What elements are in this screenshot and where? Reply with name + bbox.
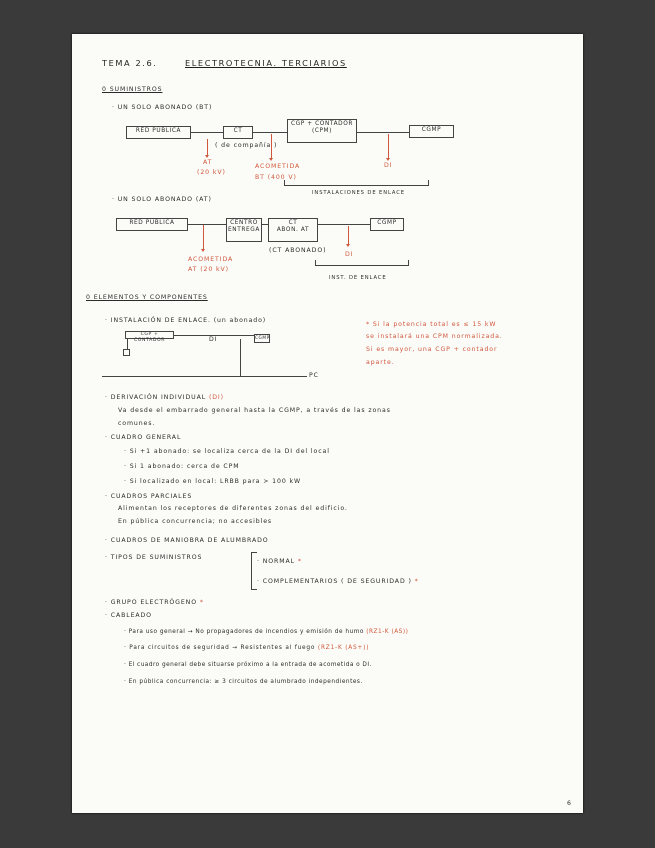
bullet-cuadro-general: · CUADRO GENERAL (105, 434, 182, 441)
sub-heading-bt: · UN SOLO ABONADO (BT) (112, 104, 213, 111)
box-cgmp-3: CGMP (254, 334, 270, 343)
bullet-grupo-electrogeno (105, 599, 204, 606)
note-line-4: aparte. (366, 359, 395, 366)
tipo-complementarios-text: · COMPLEMENTARIOS ( DE SEGURIDAD ) (257, 578, 412, 585)
di-label: DI (384, 162, 393, 169)
at-voltage-label: (20 kV) (197, 169, 226, 176)
ct-abonado-label: (CT ABONADO) (269, 247, 327, 254)
note-line-1: * Si la potencia total es ≤ 15 kW (366, 321, 497, 328)
line (188, 224, 226, 225)
bullet-text: · Si 1 abonado: cerca de CPM (124, 463, 240, 470)
entrega-label: ENTREGA (228, 227, 260, 234)
cableado-line-3: · El cuadro general debe situarse próximo a la entrada de acometida o DI. (124, 662, 372, 668)
line (127, 339, 128, 349)
bullet-text: Va desde el embarrado general hasta la CGMP, a través de las zonas (118, 407, 391, 414)
bullet-cuadros-parciales: · CUADROS PARCIALES (105, 493, 193, 500)
page-number: 6 (567, 800, 572, 807)
box-ct-abonado (268, 218, 318, 242)
notebook-page (72, 34, 583, 813)
cgp-label: CGP + CONTADOR (290, 121, 354, 127)
arrow-acometida (271, 134, 272, 158)
bullet-text: · Si localizado en local: LRBB para > 100 kW (124, 478, 302, 485)
instalacion-enlace-label: · INSTALACIÓN DE ENLACE. (un abonado) (105, 317, 267, 324)
abon-at-label: ABON. AT (276, 227, 310, 234)
cableado-line-2 (124, 645, 369, 651)
bullet-text: En pública concurrencia; no accesibles (118, 518, 273, 525)
cableado-line-4: · En pública concurrencia: ≥ 3 circuitos de alumbrado independientes. (124, 679, 363, 685)
cableado-line-2-red: (RZ1-K (AS+)) (317, 645, 370, 651)
grupo-star: * (199, 599, 204, 606)
ground-line (102, 376, 307, 377)
bracket-enlace (284, 180, 429, 186)
de-compania-label: ( de compañía ) (215, 142, 278, 149)
tipo-complementarios (257, 578, 419, 585)
instalaciones-enlace-label: INSTALACIONES DE ENLACE (312, 190, 405, 196)
section-elementos-heading: 0 ELEMENTOS Y COMPONENTES (86, 294, 208, 301)
at-label-2: AT (20 kV) (188, 266, 229, 273)
tipo-normal (257, 558, 302, 565)
note-line-2: se instalará una CPM normalizada. (366, 333, 503, 340)
box-centro-entrega (226, 218, 262, 242)
line (253, 132, 287, 133)
box-small (123, 349, 130, 356)
box-cgp-contador-3: CGP + CONTADOR (125, 331, 174, 339)
centro-label: CENTRO (230, 220, 258, 226)
di-label-2: DI (345, 251, 354, 258)
line (357, 132, 409, 133)
line (191, 132, 223, 133)
ct-label: CT (288, 220, 298, 226)
cableado-line-1-red: (RZ1-K (AS)) (366, 629, 409, 635)
di-label-3: DI (209, 336, 218, 343)
cableado-line-1-text: · Para uso general → No propagadores de incendios y emisión de humo (124, 629, 364, 635)
box-red-publica: RED PÚBLICA (126, 126, 191, 139)
bullet-text: comunes. (118, 420, 156, 427)
line (216, 335, 254, 336)
note-line-3: Si es mayor, una CGP + contador (366, 346, 498, 353)
sub-heading-at: · UN SOLO ABONADO (AT) (112, 196, 212, 203)
arrow-di-2 (348, 226, 349, 244)
page-title: ELECTROTECNIA. TERCIARIOS (185, 58, 347, 68)
arrow-acometida-2 (203, 225, 204, 249)
bullet-derivacion-red: (DI) (208, 394, 224, 401)
line (240, 339, 241, 376)
section-suministros-heading: 0 SUMINISTROS (102, 86, 163, 93)
bullet-text: Alimentan los receptores de diferentes zonas del edificio. (118, 505, 348, 512)
grupo-text: · GRUPO ELECTRÓGENO (105, 599, 197, 606)
tipo-normal-text: · NORMAL (257, 558, 295, 565)
line (318, 224, 370, 225)
cableado-line-1 (124, 629, 408, 635)
cableado-line-2-text: · Para circuitos de seguridad → Resistentes al fuego (124, 645, 316, 651)
bracket-enlace-2 (315, 260, 409, 266)
acometida-label: ACOMETIDA (255, 163, 301, 170)
arrow-at (207, 139, 208, 155)
tipo-normal-star: * (297, 558, 302, 565)
bt-voltage-label: BT (400 V) (255, 174, 297, 181)
bullet-text: · Si +1 abonado: se localiza cerca de la DI del local (124, 448, 330, 455)
at-label: AT (203, 159, 213, 166)
tipo-complementarios-star: * (414, 578, 419, 585)
pc-label: PC (309, 372, 319, 379)
cpm-label: (CPM) (311, 128, 333, 135)
bullet-derivacion (105, 394, 224, 401)
box-cgmp-2: CGMP (370, 218, 404, 231)
page-title-prefix: TEMA 2.6. (102, 58, 158, 68)
box-red-publica-2: RED PÚBLICA (116, 218, 188, 231)
bullet-cuadros-maniobra: · CUADROS DE MANIOBRA DE ALUMBRADO (105, 537, 269, 544)
bullet-cableado: · CABLEADO (105, 612, 152, 619)
box-cgmp: CGMP (409, 125, 454, 138)
box-ct: CT (223, 126, 253, 139)
box-cgp-contador (287, 119, 357, 143)
bullet-tipos-suministros: · TIPOS DE SUMINISTROS (105, 554, 203, 561)
acometida-label-2: ACOMETIDA (188, 256, 234, 263)
inst-enlace-label: INST. DE ENLACE (329, 275, 387, 281)
arrow-di (388, 134, 389, 158)
bullet-derivacion-text: · DERIVACIÓN INDIVIDUAL (105, 394, 207, 401)
